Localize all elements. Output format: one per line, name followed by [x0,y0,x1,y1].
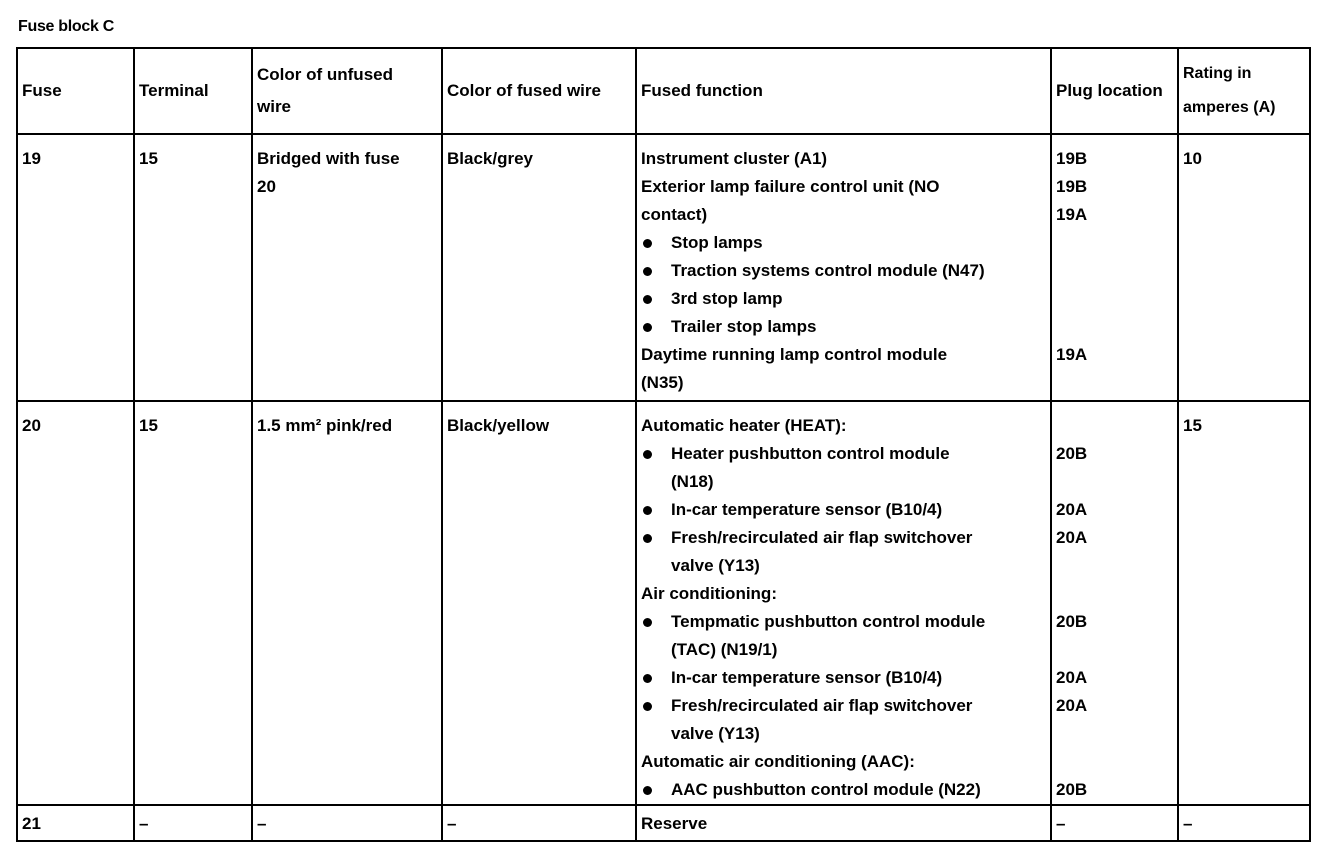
plug-location: – [1051,805,1178,841]
function-bullet-item: Traction systems control module (N47) [641,257,1046,285]
function-bullet-item: Trailer stop lamps [641,313,1046,341]
function-item: Automatic heater (HEAT): [641,416,847,435]
plug-item [1056,229,1173,257]
rating: – [1178,805,1310,841]
plug-location [1051,401,1178,805]
page-title: Fuse block C [18,18,114,35]
function-item: Automatic air conditioning (AAC): [641,752,915,771]
plug-item: 20A [1056,696,1088,715]
plug-item: 20B [1056,612,1088,631]
header-rating-line1: Rating in [1183,65,1252,82]
table-row-fuse-21 [17,805,1310,841]
fused-wire-color: Black/yellow [442,401,636,805]
header-terminal: Terminal [134,48,252,134]
fused-wire-color: – [442,805,636,841]
fused-function: Reserve [636,805,1051,841]
function-item: Exterior lamp failure control unit (NO [641,177,940,196]
table-row-fuse-19 [17,134,1310,401]
function-item-continued: valve (Y13) [671,556,760,575]
header-unfused-line2: wire [257,97,292,116]
plug-item: 19A [1056,345,1088,364]
function-bullet-item: In-car temperature sensor (B10/4) [641,664,1046,692]
header-unfused-line1: Color of unfused [257,65,393,84]
fuse-number: 19 [17,134,134,401]
fused-wire-color: Black/grey [442,134,636,401]
function-item: Daytime running lamp control module [641,345,948,364]
function-bullet-item: Tempmatic pushbutton control module [641,608,1046,636]
plug-item [1056,468,1173,496]
plug-item: 19B [1056,177,1088,196]
function-item-continued: valve (Y13) [671,724,760,743]
fused-function [636,401,1051,805]
plug-item: 20B [1056,780,1088,799]
unfused-line1: Bridged with fuse [257,149,400,168]
table-row-fuse-20 [17,401,1310,805]
plug-item [1056,720,1173,748]
fuse-number: 20 [17,401,134,805]
function-bullet-item: Fresh/recirculated air flap switchover [641,692,1046,720]
terminal: 15 [134,134,252,401]
plug-item: 19B [1056,149,1088,168]
unfused-wire-color: – [252,805,442,841]
function-bullet-item: AAC pushbutton control module (N22) [641,776,1046,804]
plug-item [1056,636,1173,664]
function-bullet-item: Heater pushbutton control module [641,440,1046,468]
function-item-continued: (N18) [671,472,714,491]
terminal: – [134,805,252,841]
plug-item [1056,257,1173,285]
header-unfused-color [252,48,442,134]
plug-item: 20B [1056,444,1088,463]
function-bullet-item: Fresh/recirculated air flap switchover [641,524,1046,552]
rating: 10 [1178,134,1310,401]
function-bullet-item: In-car temperature sensor (B10/4) [641,496,1046,524]
plug-item [1056,552,1173,580]
plug-item: 19A [1056,205,1088,224]
function-item: (N35) [641,373,684,392]
terminal: 15 [134,401,252,805]
fused-function [636,134,1051,401]
header-rating-line2: amperes (A) [1183,99,1276,116]
plug-item [1056,285,1173,313]
function-item: Air conditioning: [641,584,777,603]
plug-item: 20A [1056,528,1088,547]
rating: 15 [1178,401,1310,805]
plug-item: 20A [1056,500,1088,519]
header-rating [1178,48,1310,134]
header-row [17,48,1310,134]
plug-item [1056,580,1173,608]
plug-item [1056,369,1173,397]
fuse-number: 21 [17,805,134,841]
header-function: Fused function [636,48,1051,134]
function-item: Instrument cluster (A1) [641,149,828,168]
function-item: contact) [641,205,708,224]
plug-item [1056,313,1173,341]
header-fused-color: Color of fused wire [442,48,636,134]
function-item-continued: (TAC) (N19/1) [671,640,778,659]
plug-item [1056,412,1173,440]
function-bullet-item: 3rd stop lamp [641,285,1046,313]
function-bullet-item: Stop lamps [641,229,1046,257]
unfused-wire-color: 1.5 mm² pink/red [252,401,442,805]
fuse-table [16,47,1311,842]
unfused-line2: 20 [257,177,276,196]
header-fuse: Fuse [17,48,134,134]
header-plug: Plug location [1051,48,1178,134]
plug-item [1056,748,1173,776]
plug-location [1051,134,1178,401]
unfused-wire-color [252,134,442,401]
plug-item: 20A [1056,668,1088,687]
